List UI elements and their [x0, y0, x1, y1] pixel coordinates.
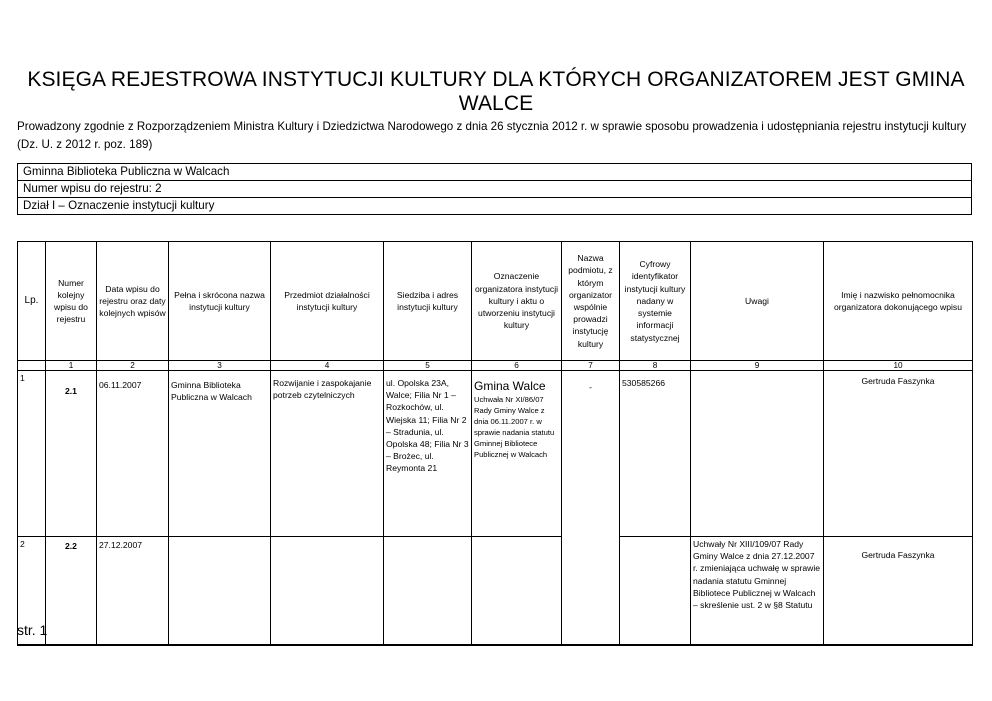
- header-remarks: Uwagi: [691, 242, 824, 361]
- header-person: Imię i nazwisko pełnomocnika organizatora dokonującego wpisu: [824, 242, 973, 361]
- row-remarks: Uchwały Nr XIII/109/07 Rady Gminy Walce z dnia 27.12.2007 r. zmieniająca uchwałę w sprawie nadania statutu Gminnej Bibliotece Publicznej w Walcach – skreślenie ust. 2 w §8 Statutu: [691, 537, 824, 646]
- register-table: [17, 241, 973, 646]
- row-organizer: [472, 371, 562, 537]
- page-title: KSIĘGA REJESTROWA INSTYTUCJI KULTURY DLA KTÓRYCH ORGANIZATOREM JEST GMINA WALCE: [27, 68, 965, 115]
- header-activity: Przedmiot działalności instytucji kultury: [271, 242, 384, 361]
- row-full-name: Gminna Biblioteka Publiczna w Walcach: [169, 371, 271, 537]
- row-identifier-empty: [620, 537, 691, 646]
- entry-number: Numer wpisu do rejestru: 2: [18, 181, 971, 198]
- row-partner: -: [562, 371, 620, 646]
- row-entry-number: 2.2: [46, 537, 97, 646]
- column-number: 7: [562, 361, 620, 371]
- column-number: 9: [691, 361, 824, 371]
- column-number: 4: [271, 361, 384, 371]
- row-activity: Rozwijanie i zaspokajanie potrzeb czytelniczych: [271, 371, 384, 537]
- row-address: ul. Opolska 23A, Walce; Filia Nr 1 – Rozkochów, ul. Wiejska 11; Filia Nr 2 – Stradunia, ul. Opolska 48; Filia Nr 3 – Brożec, ul. Reymonta 21: [384, 371, 472, 537]
- header-entry-number: Numer kolejny wpisu do rejestru: [46, 242, 97, 361]
- row-entry-date: 06.11.2007: [97, 371, 169, 537]
- row-full-name-empty: [169, 537, 271, 646]
- row-lp: 2: [18, 537, 46, 646]
- row-organizer-empty: [472, 537, 562, 646]
- row-entry-number: 2.1: [46, 371, 97, 537]
- header-partner: Nazwa podmiotu, z którym organizator wspólnie prowadzi instytucję kultury: [562, 242, 620, 361]
- column-number: 6: [472, 361, 562, 371]
- header-address: Siedziba i adres instytucji kultury: [384, 242, 472, 361]
- column-number: 10: [824, 361, 973, 371]
- page-number: str. 1: [17, 622, 48, 638]
- header-full-name: Pełna i skrócona nazwa instytucji kultury: [169, 242, 271, 361]
- institution-name: Gminna Biblioteka Publiczna w Walcach: [18, 164, 971, 181]
- header-entry-date: Data wpisu do rejestru oraz daty kolejnych wpisów: [97, 242, 169, 361]
- section-title: Dział I – Oznaczenie instytucji kultury: [23, 199, 215, 212]
- organizer-name: Gmina Walce: [474, 379, 546, 393]
- organizer-act: Uchwała Nr XI/86/07 Rady Gminy Walce z dnia 06.11.2007 r. w sprawie nadania statutu Gminnej Bibliotece Publicznej w Walcach: [474, 395, 555, 459]
- row-person: Gertruda Faszynka: [824, 537, 973, 646]
- row-person: Gertruda Faszynka: [824, 371, 973, 537]
- table-row: [18, 537, 973, 646]
- row-entry-date: 27.12.2007: [97, 537, 169, 646]
- table-row: [18, 371, 973, 537]
- row-activity-empty: [271, 537, 384, 646]
- column-number: 1: [46, 361, 97, 371]
- header-identifier: Cyfrowy identyfikator instytucji kultury nadany w systemie informacji statystycznej: [620, 242, 691, 361]
- header-lp: Lp.: [18, 242, 46, 361]
- column-number: 3: [169, 361, 271, 371]
- column-number: 5: [384, 361, 472, 371]
- column-number: 2: [97, 361, 169, 371]
- header-row: [18, 242, 973, 361]
- header-organizer: Oznaczenie organizatora instytucji kultury i aktu o utworzeniu instytucji kultury: [472, 242, 562, 361]
- row-address-empty: [384, 537, 472, 646]
- intro-paragraph: Prowadzony zgodnie z Rozporządzeniem Ministra Kultury i Dziedzictwa Narodowego z dnia 26 stycznia 2012 r. w sprawie sposobu prowadzenia i udostępniania rejestru instytucji kultury (Dz. U. z 2012 r. poz. 189): [17, 120, 967, 151]
- column-number-row: [18, 361, 973, 371]
- row-identifier: 530585266: [620, 371, 691, 537]
- row-remarks: [691, 371, 824, 537]
- column-number-empty: [18, 361, 46, 371]
- column-number: 8: [620, 361, 691, 371]
- institution-info-box: [17, 163, 972, 215]
- row-lp: 1: [18, 371, 46, 537]
